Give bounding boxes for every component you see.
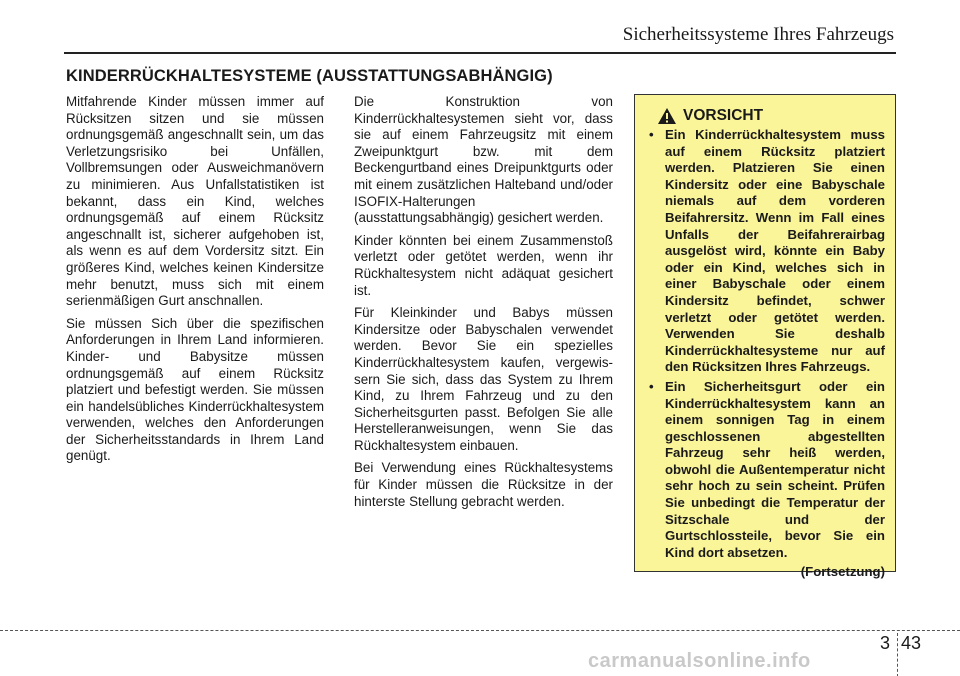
- bullet: •: [649, 378, 654, 394]
- caution-item-text: Ein Kinderrückhaltesystem muss auf einem Rücksitz platziert werden. Platzieren Sie einen Kindersitz oder eine Babyschale niemals auf dem vorderen Beifahrersitz. Wenn im Fall eines Unfalls der Beifahrerairbag ausgelöst wird, könnte ein Baby oder ein Kind, welches sich in einer Babyschale oder einem Kindersitz befindet, schwer verletzt oder getötet werden. Verwenden Sie deshalb Kinderrückhaltesysteme nur auf den Rücksitzen Ihres Fahrzeugs.: [665, 127, 885, 375]
- running-header: Sicherheitssysteme Ihres Fahrzeugs: [622, 24, 894, 45]
- caution-item-text: Ein Sicherheitsgurt oder ein Kinderrückhaltesystem kann an einem sonnigen Tag in einem geschlossenen abgestellten Fahrzeug sehr heiß werden, obwohl die Außentemperatur nicht sehr hoch zu sein scheint. Prüfen Sie unbedingt die Temperatur der Sitzschale und der Gurtschlossteile, bevor Sie ein Kind dort absetzen.: [665, 378, 885, 560]
- paragraph: Sie müssen Sich über die spezifischen Anforderungen in Ihrem Land informieren. Kinder- und Babysitze müssen ordnungsgemäß auf einem Rücksitz platziert und befestigt werden. Sie müssen ein handelsübliches Kinderrückhaltesystem verwenden, welches den Anforderungen der Sicherheitsstandards in Ihrem Land genügt.: [66, 315, 324, 464]
- page-number: 43: [901, 633, 922, 653]
- caution-box: [634, 94, 896, 580]
- continued-label: (Fortsetzung): [800, 564, 885, 580]
- section-title: KINDERRÜCKHALTESYSTEME (AUSSTATTUNGSABHÄNGIG): [66, 67, 553, 85]
- chapter-number: 3: [880, 633, 891, 653]
- paragraph: Die Konstruktion von Kinderrückhaltesystemen sieht vor, dass sie auf einem Fahrzeugsitz mit einem Zweipunktgurt bzw. mit dem Beckengurtband eines Dreipunktgurts oder mit einem zusätzlichen Halteband und/oder ISOFIX-Halterungen (ausstattungsabhängig) gesichert werden.: [354, 94, 613, 226]
- header-rule: [64, 52, 896, 54]
- paragraph: Mitfahrende Kinder müssen immer auf Rücksitzen sitzen und sie müssen ordnungsgemäß angeschnallt sein, um das Verletzungsrisiko bei Unfällen, Vollbremsungen oder Ausweichmanövern zu minimieren. Aus Unfallstatistiken ist bekannt, dass ein Kind, welches ordnungsgemäß auf einem Rücksitz angeschnallt ist, sicherer aufgehoben ist, als wenn es auf dem Vordersitz sitzt. Ein größeres Kind, welches keinen Kindersitze mehr benutzt, muss sich mit einem serienmäßigen Gurt anschnallen.: [66, 94, 324, 309]
- caution-item: [645, 379, 885, 562]
- caution-item: [645, 127, 885, 376]
- caution-list: [645, 127, 885, 561]
- paragraph: Bei Verwendung eines Rückhaltesystems für Kinder müssen die Rücksitze in der hinterste Stellung gebracht werden.: [354, 460, 613, 509]
- bullet: •: [649, 127, 654, 142]
- footer-rule: [0, 630, 960, 631]
- text-column-1: [66, 94, 324, 471]
- paragraph: Für Kleinkinder und Babys müssen Kindersitze oder Babyschalen verwendet werden. Bevor Sie ein spezielles Kinderrückhaltesystem kaufen, vergewis-sern Sie sich, dass das System zu Ihrem Kind, zu Ihrem Fahrzeug und zu den Sicherheitsgurten passt. Befolgen Sie alle Herstelleranweisungen, wenn Sie das Rückhaltesystem einbauen.: [354, 305, 613, 453]
- caution-title: VORSICHT: [683, 107, 764, 124]
- watermark: carmanualsonline.info: [588, 650, 811, 672]
- caution-header: [657, 107, 885, 125]
- warning-triangle-icon: [657, 107, 677, 125]
- page-divider: [897, 633, 898, 676]
- paragraph: Kinder könnten bei einem Zusammenstoß verletzt oder getötet werden, wenn ihr Rückhaltesystem nicht adäquat gesichert ist.: [354, 232, 613, 298]
- text-column-2: [354, 94, 613, 516]
